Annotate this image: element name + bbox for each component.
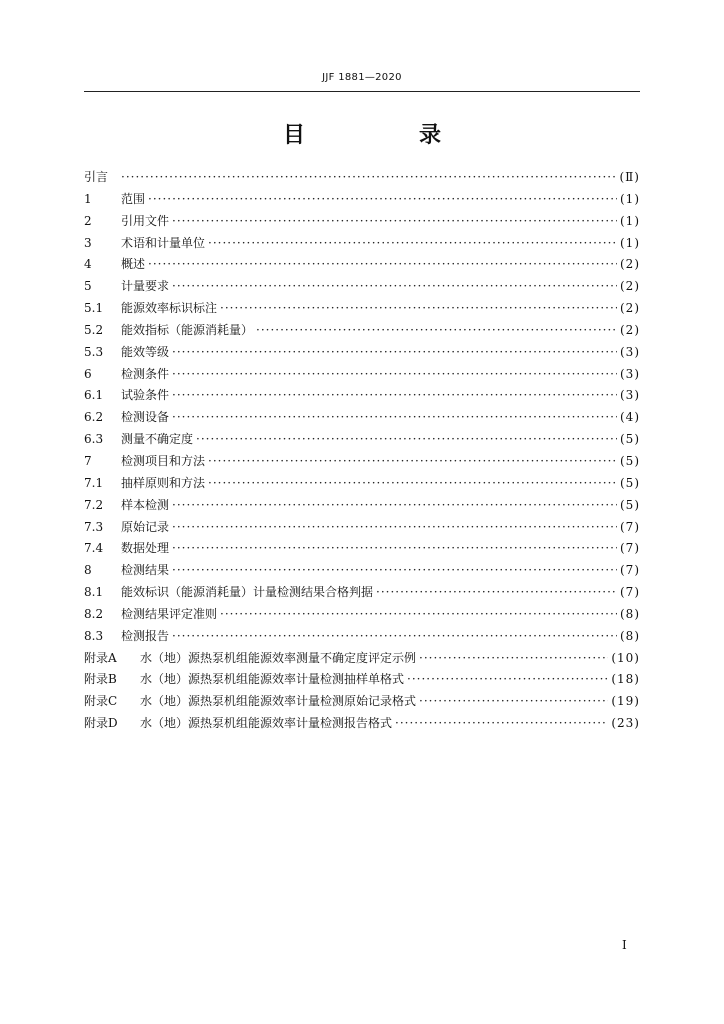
toc-entry[interactable] (84, 691, 640, 713)
toc-entry-title: 引用文件 (121, 213, 170, 228)
toc-entry-page: (7) (620, 563, 640, 578)
toc-entry-number: 6.3 (84, 432, 104, 447)
toc-entry[interactable] (84, 626, 640, 648)
dot-leader (196, 429, 617, 451)
toc-entry-number: 1 (84, 191, 92, 206)
page-number: Ⅰ (622, 938, 627, 952)
toc-entry-number: 7 (84, 453, 92, 468)
dot-leader (172, 517, 617, 539)
dot-leader (172, 560, 617, 582)
toc-entry-title: 检测报告 (121, 628, 170, 643)
dot-leader (121, 167, 616, 189)
dot-leader (419, 648, 608, 670)
toc-entry-page: (3) (620, 366, 640, 381)
toc-entry-page: (5) (620, 497, 640, 512)
toc-entry-number: 8.1 (84, 585, 104, 600)
toc-entry-title: 水（地）源热泵机组能源效率计量检测原始记录格式 (140, 694, 417, 709)
dot-leader (376, 582, 617, 604)
toc-entry[interactable] (84, 320, 640, 342)
toc-entry[interactable] (84, 233, 640, 255)
toc-entry[interactable] (84, 713, 640, 735)
toc-entry-title: 计量要求 (121, 279, 170, 294)
toc-entry-number: 7.4 (84, 541, 104, 556)
toc-entry-number: 4 (84, 257, 92, 272)
toc-entry[interactable] (84, 582, 640, 604)
toc-entry[interactable] (84, 254, 640, 276)
toc-entry-page: (18) (611, 672, 640, 687)
dot-leader (172, 276, 617, 298)
dot-leader (220, 604, 617, 626)
toc-entry[interactable] (84, 276, 640, 298)
dot-leader (256, 320, 617, 342)
page-title: 目 录 (282, 123, 487, 148)
toc-entry-page: (19) (611, 694, 640, 709)
toc-entry-page: (4) (620, 410, 640, 425)
toc-entry-page: (7) (620, 585, 640, 600)
toc-entry[interactable] (84, 167, 640, 189)
dot-leader (172, 211, 617, 233)
toc-entry-number: 附录C (84, 694, 118, 709)
dot-leader (407, 669, 608, 691)
dot-leader (172, 538, 617, 560)
dot-leader (172, 407, 617, 429)
toc-entry-title: 术语和计量单位 (121, 235, 206, 250)
toc-entry-title: 概述 (121, 257, 146, 272)
toc-entry-title: 检测结果评定准则 (121, 606, 218, 621)
toc-entry-number: 附录B (84, 672, 117, 687)
toc-entry[interactable] (84, 538, 640, 560)
toc-entry-number: 3 (84, 235, 92, 250)
dot-leader (148, 254, 617, 276)
toc-entry[interactable] (84, 407, 640, 429)
toc-entry[interactable] (84, 342, 640, 364)
toc-entry-number: 6.2 (84, 410, 104, 425)
toc-entry-number: 附录D (84, 716, 118, 731)
dot-leader (220, 298, 617, 320)
toc-entry-page: (2) (620, 301, 640, 316)
dot-leader (148, 189, 617, 211)
toc-entry-title: 能效等级 (121, 344, 170, 359)
toc-entry-number: 8.3 (84, 628, 104, 643)
dot-leader (172, 626, 617, 648)
toc-entry[interactable] (84, 298, 640, 320)
dot-leader (172, 385, 617, 407)
toc-entry-title: 能效指标（能源消耗量） (121, 322, 254, 337)
toc-entry[interactable] (84, 604, 640, 626)
toc-entry[interactable] (84, 517, 640, 539)
toc-entry-title: 能效标识（能源消耗量）计量检测结果合格判据 (121, 585, 374, 600)
dot-leader (172, 342, 617, 364)
toc-entry-number: 7.3 (84, 519, 104, 534)
toc-entry-number: 5.1 (84, 301, 104, 316)
toc-entry-title: 水（地）源热泵机组能源效率计量检测报告格式 (140, 716, 393, 731)
dot-leader (395, 713, 608, 735)
toc-entry-number: 6 (84, 366, 92, 381)
toc-entry[interactable] (84, 669, 640, 691)
toc-entry-number: 5.3 (84, 344, 104, 359)
header-rule (84, 91, 640, 92)
toc-entry-page: (8) (620, 628, 640, 643)
toc-entry-page: (1) (620, 213, 640, 228)
toc-entry-page: (5) (620, 432, 640, 447)
toc-entry-number: 6.1 (84, 388, 104, 403)
toc-entry-page: (8) (620, 606, 640, 621)
toc-entry-page: (1) (620, 235, 640, 250)
toc-entry[interactable] (84, 451, 640, 473)
toc-entry-number: 8 (84, 563, 92, 578)
toc-entry-page: (7) (620, 541, 640, 556)
toc-entry-title: 试验条件 (121, 388, 170, 403)
toc-entry-title: 水（地）源热泵机组能源效率计量检测抽样单格式 (140, 672, 405, 687)
toc-entry[interactable] (84, 473, 640, 495)
toc-entry-number: 引言 (84, 170, 109, 184)
toc-entry[interactable] (84, 385, 640, 407)
dot-leader (172, 364, 617, 386)
toc-entry-page: (2) (620, 279, 640, 294)
dot-leader (172, 495, 617, 517)
toc-entry-number: 附录A (84, 650, 117, 665)
toc-entry-title: 检测结果 (121, 563, 170, 578)
toc-entry-number: 2 (84, 213, 92, 228)
toc-entry-page: (10) (611, 650, 640, 665)
toc-entry-number: 5.2 (84, 322, 104, 337)
toc-entry-number: 7.2 (84, 497, 104, 512)
toc-entry[interactable] (84, 560, 640, 582)
toc-entry[interactable] (84, 429, 640, 451)
toc-entry-number: 8.2 (84, 606, 104, 621)
toc-entry-title: 原始记录 (121, 519, 170, 534)
toc-entry-page: (1) (620, 191, 640, 206)
toc-entry[interactable] (84, 364, 640, 386)
toc-entry-page: (3) (620, 344, 640, 359)
table-of-contents (84, 167, 640, 735)
standard-code-header: JJF 1881—2020 (322, 72, 402, 83)
toc-entry-title: 数据处理 (121, 541, 170, 556)
dot-leader (419, 691, 608, 713)
toc-entry-number: 5 (84, 279, 92, 294)
toc-entry-title: 抽样原则和方法 (121, 475, 206, 490)
toc-entry-title: 水（地）源热泵机组能源效率测量不确定度评定示例 (140, 650, 417, 665)
toc-entry[interactable] (84, 211, 640, 233)
toc-entry-page: (2) (620, 257, 640, 272)
toc-entry-title: 检测条件 (121, 366, 170, 381)
toc-entry-title: 检测设备 (121, 410, 170, 425)
toc-entry[interactable] (84, 648, 640, 670)
toc-entry-page: (2) (620, 322, 640, 337)
toc-entry-page: (5) (620, 453, 640, 468)
toc-entry-page: (23) (611, 716, 640, 731)
toc-entry-page: (3) (620, 388, 640, 403)
toc-entry[interactable] (84, 189, 640, 211)
toc-entry-page: (7) (620, 519, 640, 534)
dot-leader (208, 233, 617, 255)
toc-entry-title: 测量不确定度 (121, 432, 194, 447)
toc-entry-title: 能源效率标识标注 (121, 301, 218, 316)
dot-leader (208, 473, 617, 495)
toc-entry-page: (5) (620, 475, 640, 490)
dot-leader (208, 451, 617, 473)
toc-entry[interactable] (84, 495, 640, 517)
toc-entry-title: 范围 (121, 191, 146, 206)
toc-entry-number: 7.1 (84, 475, 104, 490)
toc-entry-page: (Ⅱ) (619, 170, 640, 184)
toc-entry-title: 样本检测 (121, 497, 170, 512)
toc-entry-title: 检测项目和方法 (121, 453, 206, 468)
